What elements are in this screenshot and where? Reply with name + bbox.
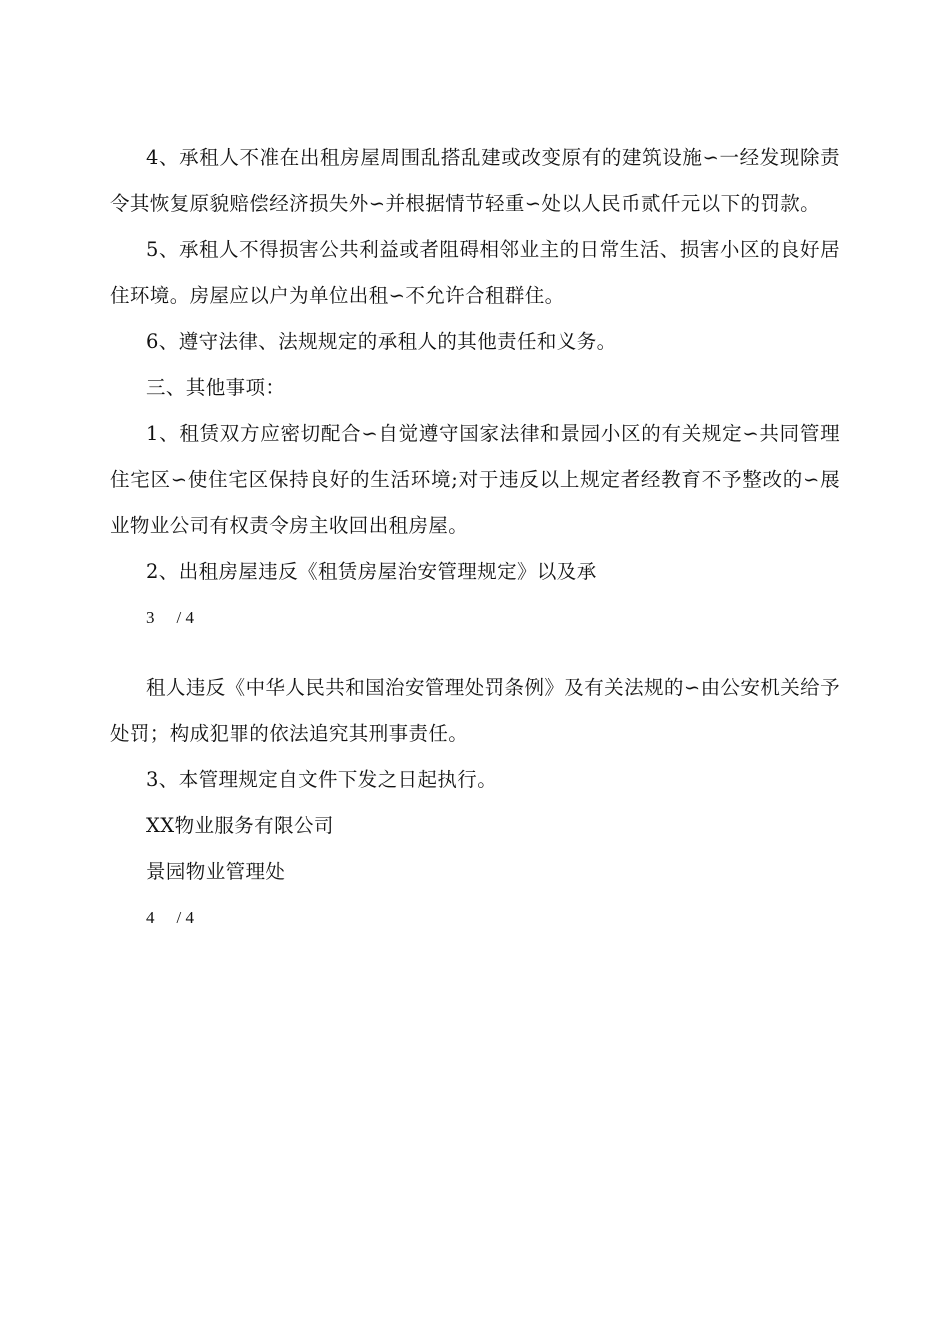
page-break xyxy=(110,641,840,665)
paragraph-other-1: 1、租赁双方应密切配合∽自觉遵守国家法律和景园小区的有关规定∽共同管理住宅区∽使住宅区保持良好的生活环境;对于违反以上规定者经教育不予整改的∽展业物业公司有权责令房主收回出租房屋。 xyxy=(110,422,840,537)
paragraph-other-2-continued: 租人违反《中华人民共和国治安管理处罚条例》及有关法规的∽由公安机关给予处罚；构成犯罪的依法追究其刑事责任。 xyxy=(110,676,840,745)
company-name: XX物业服务有限公司 xyxy=(146,814,334,837)
management-office-name: 景园物业管理处 xyxy=(146,860,286,883)
paragraph-other-2-start: 2、出租房屋违反《租赁房屋治安管理规定》以及承 xyxy=(146,560,597,583)
paragraph-item-5: 5、承租人不得损害公共利益或者阻碍相邻业主的日常生活、损害小区的良好居住环境。房屋应以户为单位出租∽不允许合租群住。 xyxy=(110,238,840,307)
paragraph-item-4: 4、承租人不准在出租房屋周围乱搭乱建或改变原有的建筑设施∽一经发现除责令其恢复原貌赔偿经济损失外∽并根据情节轻重∽处以人民币贰仟元以下的罚款。 xyxy=(110,146,840,215)
section-heading-other-matters: 三、其他事项： xyxy=(146,376,286,399)
paragraph-item-6: 6、遵守法律、法规规定的承租人的其他责任和义务。 xyxy=(146,330,617,353)
page-number-current: 3 xyxy=(146,608,155,627)
paragraph-other-3: 3、本管理规定自文件下发之日起执行。 xyxy=(146,768,498,791)
page-number-current: 4 xyxy=(146,908,155,927)
page-number-3 xyxy=(110,595,840,641)
page-number-4 xyxy=(110,895,840,941)
page-number-total: / 4 xyxy=(176,908,194,927)
page-number-total: / 4 xyxy=(176,608,194,627)
document-body xyxy=(110,135,840,941)
